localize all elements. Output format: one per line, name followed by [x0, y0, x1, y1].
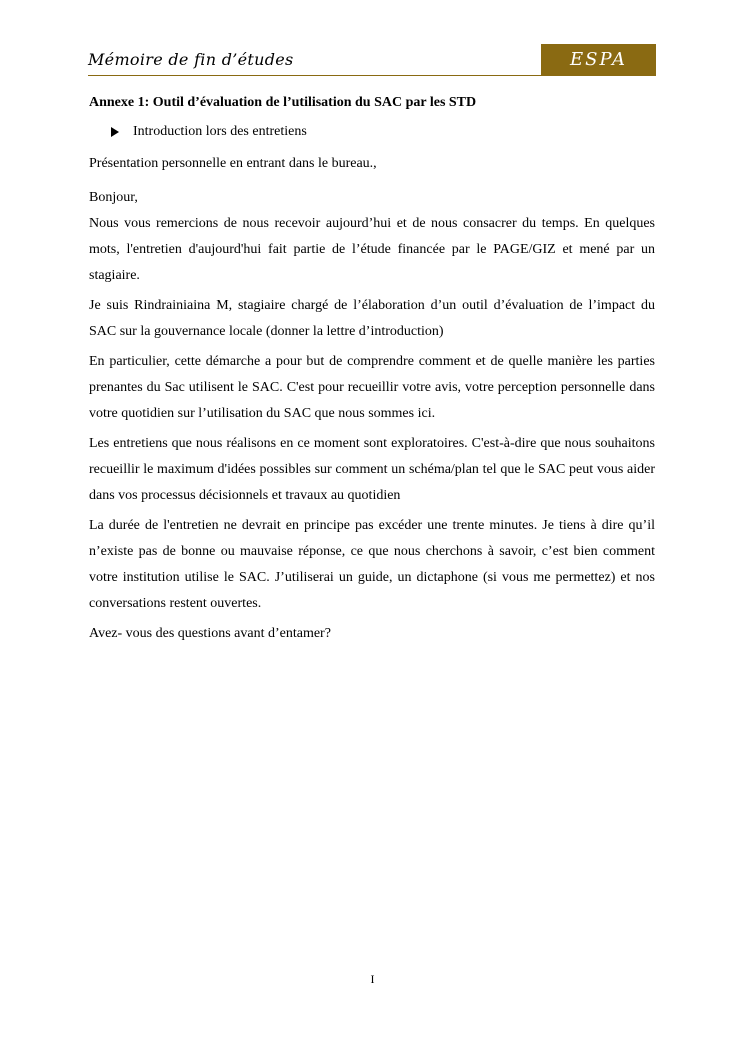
- paragraph-thanks: Nous vous remercions de nous recevoir aujourd’hui et de nous consacrer du temps. En quelques mots, l'entretien d'aujourd'hui fait partie de l’étude financée par le PAGE/GIZ et mené par un stagiaire.: [89, 216, 655, 283]
- paragraph-greeting: Bonjour,: [89, 190, 138, 205]
- annex-title: Annexe 1: Outil d’évaluation de l’utilisation du SAC par les STD: [89, 95, 477, 110]
- paragraph-questions: Avez- vous des questions avant d’entamer?: [89, 626, 331, 641]
- page-number: I: [370, 972, 375, 986]
- bullet-item: [111, 121, 655, 143]
- header-divider: [88, 75, 656, 76]
- arrow-bullet-icon: [111, 127, 119, 137]
- page-header: [88, 44, 656, 76]
- paragraph-exploratory: Les entretiens que nous réalisons en ce moment sont exploratoires. C'est-à-dire que nous souhaitons recueillir le maximum d'idées possibles sur comment un schéma/plan tel que le SAC peut vous aider dans vos processus décisionnels et travaux au quotidien: [89, 436, 655, 503]
- paragraph-presentation: Présentation personnelle en entrant dans le bureau.,: [89, 156, 377, 171]
- header-badge: ESPA: [541, 44, 656, 75]
- header-title: Mémoire de fin d’études: [88, 50, 294, 69]
- bullet-text: Introduction lors des entretiens: [133, 124, 307, 139]
- paragraph-purpose: En particulier, cette démarche a pour but de comprendre comment et de quelle manière les parties prenantes du Sac utilisent le SAC. C'est pour recueillir votre avis, votre perception personnelle dans votre quotidien sur l’utilisation du SAC que nous sommes ici.: [89, 354, 655, 421]
- paragraph-intern: Je suis Rindrainiaina M, stagiaire chargé de l’élaboration d’un outil d’évaluation de l’impact du SAC sur la gouvernance locale (donner la lettre d’introduction): [89, 298, 655, 339]
- document-body: [89, 92, 655, 647]
- paragraph-duration: La durée de l'entretien ne devrait en principe pas excéder une trente minutes. Je tiens à dire qu’il n’existe pas de bonne ou mauvaise réponse, ce que nous cherchons à savoir, c’est bien comment votre institution utilise le SAC. J’utiliserai un guide, un dictaphone (si vous me permettez) et nos conversations restent ouvertes.: [89, 518, 655, 611]
